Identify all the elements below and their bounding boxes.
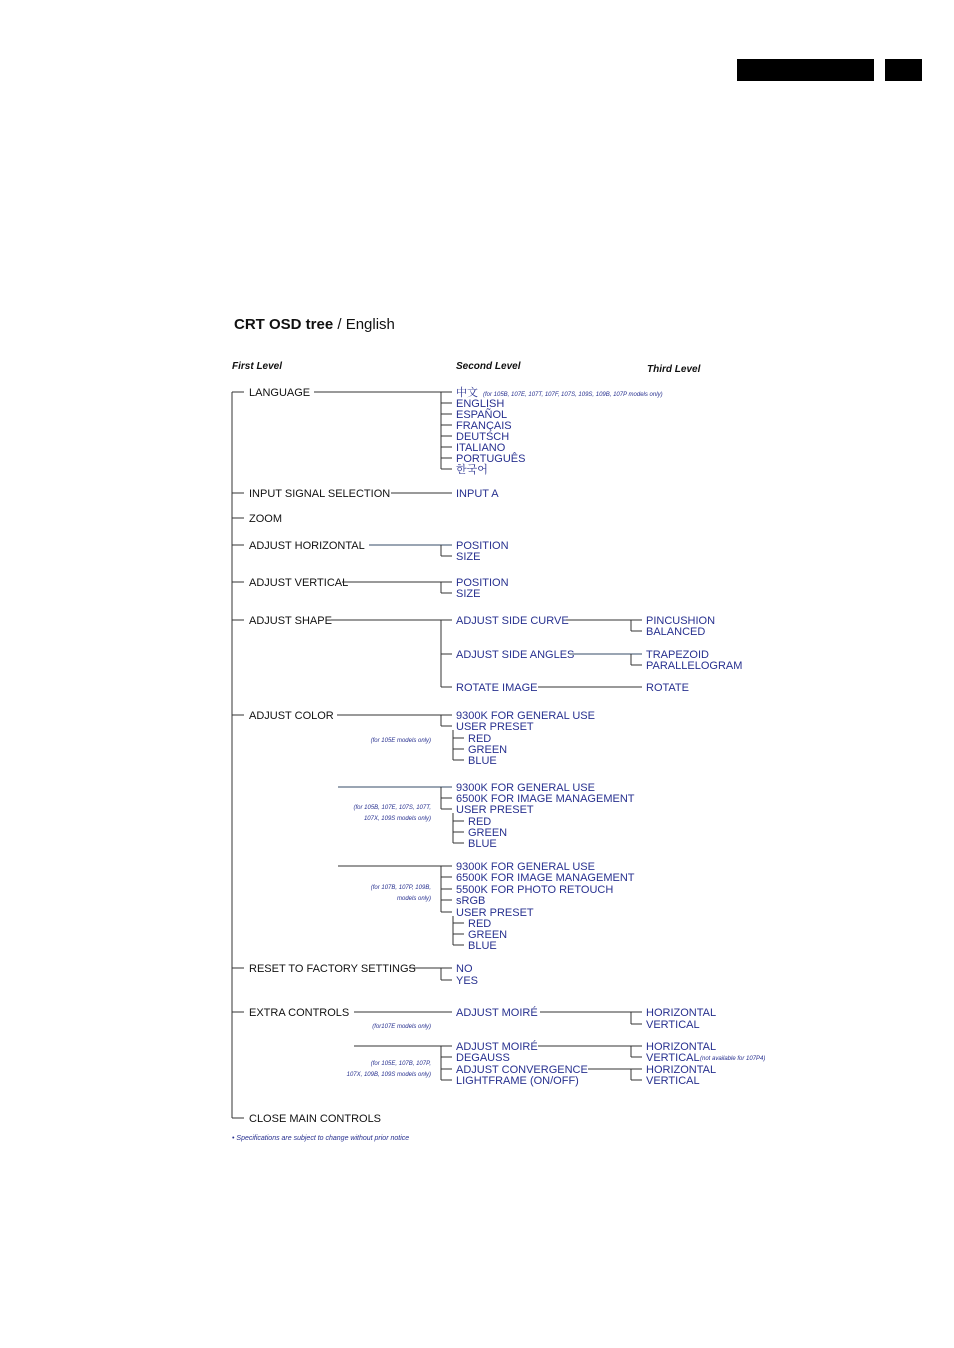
extra2-moire-horizontal: HORIZONTAL (646, 1041, 717, 1053)
first-adjust-shape: ADJUST SHAPE (249, 615, 332, 627)
trunk-lines (232, 392, 244, 1118)
language-korean: 한국어 (456, 464, 488, 476)
first-language: LANGUAGE (249, 387, 311, 399)
input-branch (391, 488, 499, 500)
language-francais: FRANÇAIS (456, 420, 512, 432)
shape-side-curve: ADJUST SIDE CURVE (456, 615, 569, 627)
color3-blue: BLUE (468, 940, 497, 952)
reset-no: NO (456, 963, 473, 975)
color1-green: GREEN (468, 744, 508, 756)
color2-9300k: 9300K FOR GENERAL USE (456, 782, 595, 794)
extra1-vertical: VERTICAL (646, 1019, 700, 1031)
color2-red: RED (468, 816, 492, 828)
language-espanol: ESPAÑOL (456, 409, 508, 421)
shape-trapezoid: TRAPEZOID (646, 649, 709, 661)
color3-srgb: sRGB (456, 895, 486, 907)
extra2-adjust-convergence: ADJUST CONVERGENCE (456, 1064, 588, 1076)
diagram-title: CRT OSD tree / English (234, 316, 395, 333)
color3-green: GREEN (468, 929, 508, 941)
color1-blue: BLUE (468, 755, 497, 767)
adjust-shape-branch (331, 615, 742, 694)
language-portugues: PORTUGUÊS (456, 453, 526, 465)
language-italiano: ITALIANO (456, 442, 506, 454)
extra1-model-note: (for107E models only) (372, 1024, 431, 1030)
first-adjust-vertical: ADJUST VERTICAL (249, 577, 349, 589)
first-adjust-color: ADJUST COLOR (249, 710, 334, 722)
adjust-v-position: POSITION (456, 577, 509, 589)
adjust-color-branch-1 (337, 710, 595, 767)
adjust-h-size: SIZE (456, 551, 481, 563)
first-level-header: First Level (232, 361, 283, 372)
language-chinese: 中文 (456, 387, 478, 399)
adjust-v-size: SIZE (456, 588, 481, 600)
language-deutsch: DEUTSCH (456, 431, 510, 443)
color3-9300k: 9300K FOR GENERAL USE (456, 861, 595, 873)
color2-6500k: 6500K FOR IMAGE MANAGEMENT (456, 793, 635, 805)
color3-5500k: 5500K FOR PHOTO RETOUCH (456, 884, 614, 896)
adjust-color-branch-2 (338, 782, 635, 850)
third-level-header: Third Level (647, 364, 701, 375)
extra2-model-note-2: 107X, 109B, 109S models only) (346, 1072, 431, 1078)
first-adjust-horizontal: ADJUST HORIZONTAL (249, 540, 365, 552)
extra1-horizontal: HORIZONTAL (646, 1007, 717, 1019)
color2-blue: BLUE (468, 838, 497, 850)
extra2-lightframe: LIGHTFRAME (ON/OFF) (456, 1075, 579, 1087)
color1-model-note: (for 105E models only) (370, 738, 431, 744)
extra2-conv-vertical: VERTICAL (646, 1075, 700, 1087)
reset-branch (409, 963, 478, 987)
shape-side-angles: ADJUST SIDE ANGLES (456, 649, 575, 661)
input-a: INPUT A (456, 488, 499, 500)
first-zoom: ZOOM (249, 513, 282, 525)
extra2-conv-horizontal: HORIZONTAL (646, 1064, 717, 1076)
color3-model-note-2: models only) (396, 896, 431, 902)
first-level-items (249, 387, 416, 1125)
color1-red: RED (468, 733, 492, 745)
adjust-color-branch-3 (338, 861, 635, 952)
color2-model-note-1: (for 105B, 107E, 107S, 107T, (353, 805, 431, 811)
adjust-vertical-branch (342, 577, 509, 600)
extra2-moire-note: (not available for 107P4) (700, 1056, 766, 1062)
extra1-adjust-moire: ADJUST MOIRÉ (456, 1007, 538, 1019)
extra-controls-branch-1 (354, 1006, 716, 1031)
extra-controls-branch-2 (347, 1040, 766, 1087)
color2-green: GREEN (468, 827, 508, 839)
language-english: ENGLISH (456, 398, 505, 410)
language-model-note: (for 105B, 107E, 107T, 107F, 107S, 109S, 109B, 107P models only) (483, 392, 663, 398)
extra2-model-note-1: (for 105E, 107B, 107P, (370, 1061, 431, 1067)
color3-red: RED (468, 918, 492, 930)
color3-6500k: 6500K FOR IMAGE MANAGEMENT (456, 872, 635, 884)
first-input-signal: INPUT SIGNAL SELECTION (249, 488, 391, 500)
reset-yes: YES (456, 975, 479, 987)
color3-model-note-1: (for 107B, 107P, 109B, (370, 885, 431, 891)
shape-pincushion: PINCUSHION (646, 615, 716, 627)
language-branch (314, 385, 663, 476)
adjust-horizontal-branch (369, 540, 509, 563)
extra2-degauss: DEGAUSS (456, 1052, 510, 1064)
color2-model-note-2: 107X, 109S models only) (363, 816, 431, 822)
color2-user-preset: USER PRESET (456, 804, 534, 816)
second-level-header: Second Level (456, 361, 521, 372)
adjust-h-position: POSITION (456, 540, 509, 552)
shape-rotate: ROTATE (646, 682, 689, 694)
shape-parallelogram: PARALLELOGRAM (646, 660, 743, 672)
first-extra-controls: EXTRA CONTROLS (249, 1007, 350, 1019)
shape-balanced: BALANCED (646, 626, 706, 638)
footnote: • Specifications are subject to change without prior notice (232, 1135, 410, 1142)
color1-user-preset: USER PRESET (456, 721, 534, 733)
extra2-adjust-moire: ADJUST MOIRÉ (456, 1041, 538, 1053)
color3-user-preset: USER PRESET (456, 907, 534, 919)
first-reset-factory: RESET TO FACTORY SETTINGS (249, 963, 416, 975)
extra2-moire-vertical: VERTICAL (646, 1052, 700, 1064)
shape-rotate-image: ROTATE IMAGE (456, 682, 538, 694)
first-close-main: CLOSE MAIN CONTROLS (249, 1113, 382, 1125)
color1-9300k: 9300K FOR GENERAL USE (456, 710, 595, 722)
